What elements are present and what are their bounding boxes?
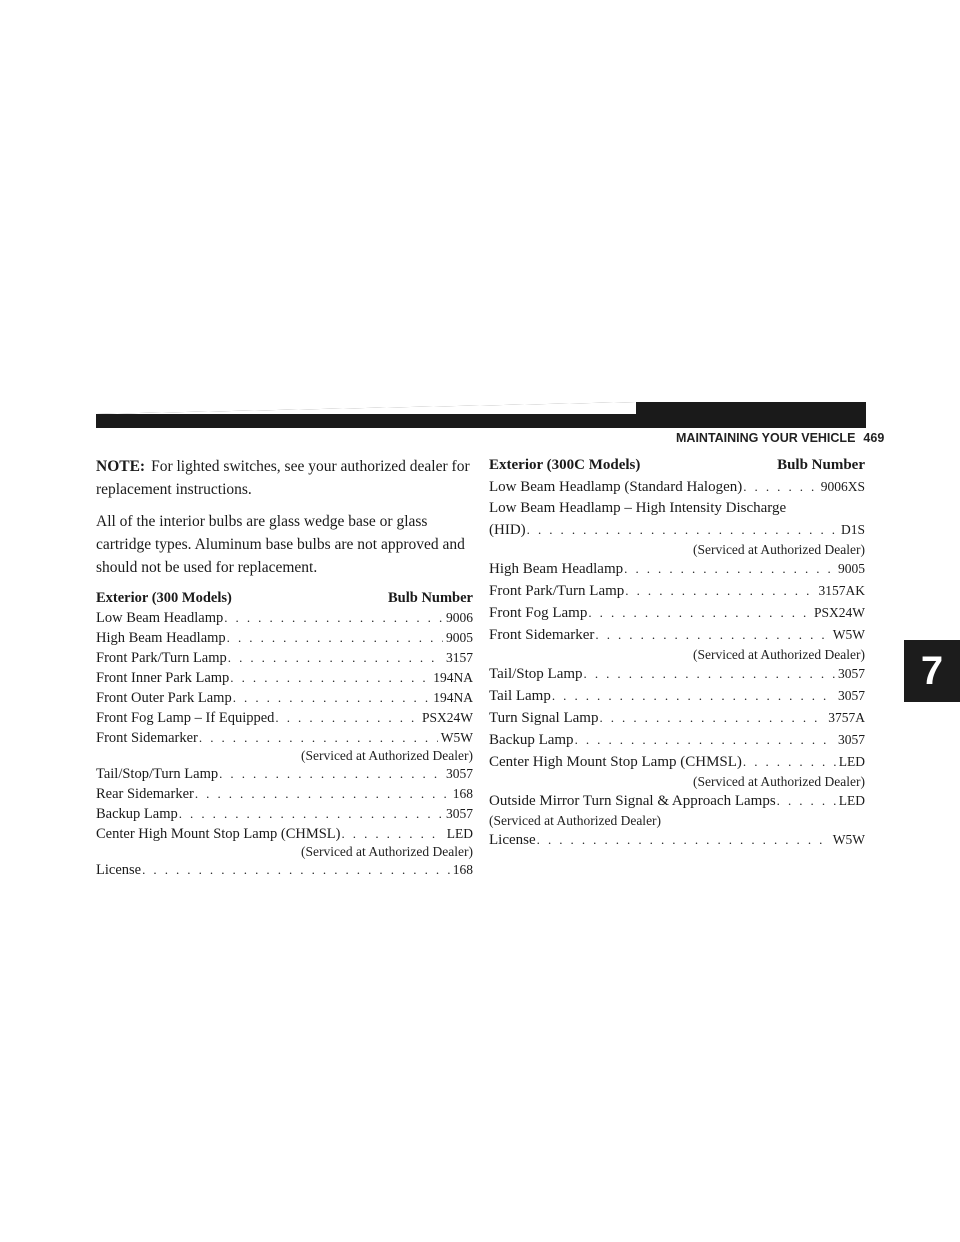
bulb-name: Turn Signal Lamp [489,710,599,726]
bulb-row [96,860,473,880]
bulb-row [489,602,865,624]
service-note: (Serviced at Authorized Dealer) [300,844,473,859]
bulb-row [489,580,865,602]
bulb-number: 3057 [446,766,473,781]
bulb-name: (HID) [489,522,526,538]
bulb-row [96,728,473,748]
left-column [96,455,473,880]
bulb-row [489,829,865,851]
bulb-number: W5W [832,627,865,642]
section-title: MAINTAINING YOUR VEHICLE [676,431,856,445]
bulb-row [489,729,865,751]
note-label: NOTE: [96,458,146,475]
bulb-name: Center High Mount Stop Lamp (CHMSL) [489,754,742,770]
bulb-number: D1S [840,522,865,537]
bulb-row [489,790,865,812]
bulb-row [96,628,473,648]
bulb-number: LED [838,754,865,769]
bulb-row [489,685,865,707]
table-heading-left: Exterior (300C Models) [489,457,641,473]
bulb-number: 9006XS [820,479,865,494]
table-heading-300 [96,588,473,608]
bulb-name: Backup Lamp [489,732,574,748]
bulb-name: Front Fog Lamp [489,605,588,621]
bulb-name: Tail/Stop/Turn Lamp [96,766,219,782]
bulb-number: 9005 [838,561,865,576]
bulb-name: Low Beam Headlamp (Standard Halogen) [489,479,743,495]
table-heading-300c [489,455,865,476]
bulb-number: 168 [452,786,473,801]
bulb-name: Outside Mirror Turn Signal & Approach Lamps [489,793,776,809]
bulb-number: 3057 [838,666,865,681]
bulb-number: 3157 [446,650,473,665]
bulb-number: W5W [440,730,473,745]
right-column [489,455,865,851]
bulb-name: License [489,832,536,848]
bulb-name: Rear Sidemarker [96,786,194,802]
table-heading-right: Bulb Number [777,457,865,473]
bulb-number: 3057 [838,732,865,747]
bulb-name: High Beam Headlamp [489,561,624,577]
bulb-number: W5W [832,832,865,847]
service-note: (Serviced at Authorized Dealer) [692,774,865,789]
bulb-name: Front Fog Lamp – If Equipped [96,710,275,726]
bulb-name: Front Outer Park Lamp [96,690,232,706]
note-text: For lighted switches, see your authorized dealer for replacement instructions. [96,458,470,498]
bulb-number: 3057 [838,688,865,703]
service-note: (Serviced at Authorized Dealer) [692,647,865,662]
table-heading-right: Bulb Number [387,590,473,606]
bulb-name: Front Sidemarker [96,730,198,746]
bulb-name: Backup Lamp [96,806,178,822]
table-heading-left: Exterior (300 Models) [96,590,232,606]
bulb-name: Tail Lamp [489,688,551,704]
bulb-name-line1: Low Beam Headlamp – High Intensity Discharge [489,500,787,516]
bulb-number: PSX24W [421,710,473,725]
bulb-row [489,476,865,498]
bulb-number: 3057 [446,806,473,821]
bulb-number: LED [838,793,865,808]
bulb-number: LED [446,826,473,841]
bulb-row [96,708,473,728]
bulb-name: Front Park/Turn Lamp [489,583,625,599]
bulb-name: Center High Mount Stop Lamp (CHMSL) [96,826,341,842]
bulb-row [489,558,865,580]
service-note: (Serviced at Authorized Dealer) [692,542,865,557]
bulb-row [96,608,473,628]
bulb-row [96,824,473,844]
bulb-number: 168 [452,862,473,877]
bulb-row [96,784,473,804]
bulb-row [96,668,473,688]
bulb-row [489,663,865,685]
bulb-name: Tail/Stop Lamp [489,666,583,682]
bulb-name: Low Beam Headlamp [96,610,224,626]
bulb-row [96,688,473,708]
bulb-number: 3757A [828,710,865,725]
bulb-number: 194NA [433,690,473,705]
note-paragraph [96,455,473,501]
bulb-number: PSX24W [813,605,865,620]
bulb-number: 3157AK [818,583,865,598]
service-note: (Serviced at Authorized Dealer) [300,748,473,763]
page-number: 469 [863,431,885,445]
bulb-row [96,764,473,784]
bulb-name: High Beam Headlamp [96,630,226,646]
bulb-number: 194NA [433,670,473,685]
bulb-row [96,648,473,668]
bulb-row [489,519,865,541]
bulb-row [489,751,865,773]
bulb-name: Front Park/Turn Lamp [96,650,227,666]
bulb-name: Front Sidemarker [489,627,595,643]
bulb-row [96,804,473,824]
running-header [676,431,885,445]
bulb-name: Front Inner Park Lamp [96,670,230,686]
bulb-row-first-line [489,498,865,519]
bulb-type-paragraph: All of the interior bulbs are glass wedge base or glass cartridge types. Aluminum base bulbs are not approved and should not be used for replacement. [96,513,465,576]
bulb-name: License [96,862,142,878]
service-note: (Serviced at Authorized Dealer) [489,813,662,828]
bulb-number: 9006 [446,610,473,625]
header-rule [96,402,866,428]
bulb-row [489,707,865,729]
bulb-number: 9005 [446,630,473,645]
chapter-tab: 7 [904,640,960,702]
bulb-row [489,624,865,646]
